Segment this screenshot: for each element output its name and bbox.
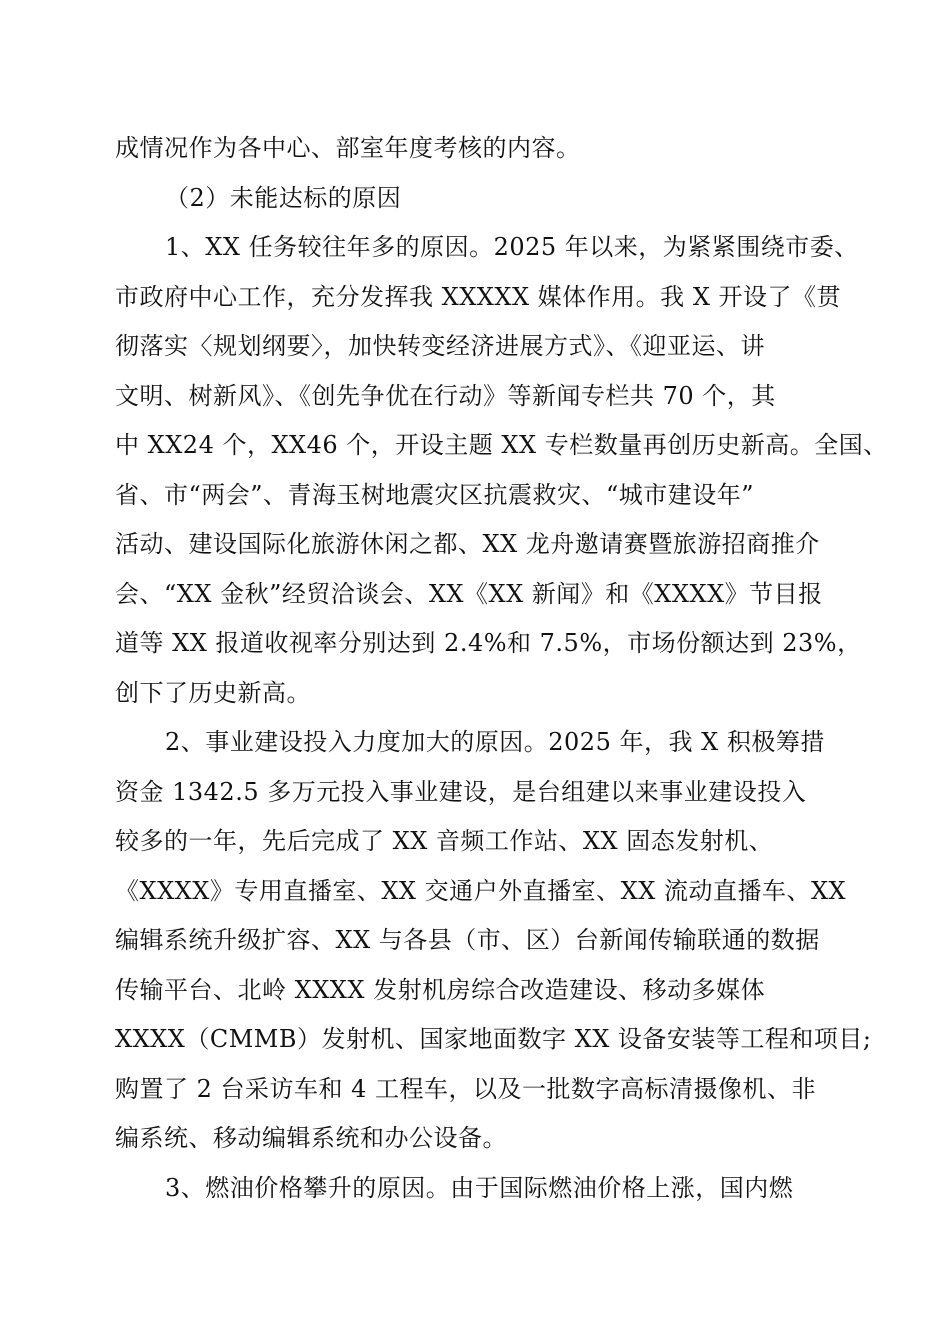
text-line: 2、事业建设投入力度加大的原因。2025 年，我 X 积极筹措 <box>165 728 825 756</box>
text-line: 文明、树新风》、《创先争优在行动》等新闻专栏共 70 个，其 <box>115 381 776 410</box>
text-line: 市政府中心工作，充分发挥我 XXXXX 媒体作用。我 X 开设了《贯 <box>115 282 842 311</box>
text-line: XXXX（CMMB）发射机、国家地面数字 XX 设备安装等工程和项目; <box>115 1025 872 1053</box>
text-line: 省、市“两会”、青海玉树地震灾区抗震救灾、“城市建设年” <box>115 480 755 509</box>
text-line: 编系统、移动编辑系统和办公设备。 <box>115 1124 507 1152</box>
text-line: 会、“XX 金秋”经贸洽谈会、XX《XX 新闻》和《XXXX》节目报 <box>115 579 823 608</box>
text-line: 活动、建设国际化旅游休闲之都、XX 龙舟邀请赛暨旅游招商推介 <box>115 530 820 558</box>
text-line: 3、燃油价格攀升的原因。由于国际燃油价格上涨，国内燃 <box>165 1173 794 1202</box>
text-line: 成情况作为各中心、部室年度考核的内容。 <box>115 134 581 162</box>
text-line: 道等 XX 报道收视率分别达到 2.4%和 7.5%，市场份额达到 23%， <box>115 629 862 657</box>
text-line: 购置了 2 台采访车和 4 工程车，以及一批数字高标清摄像机、非 <box>115 1074 817 1103</box>
text-line: 编辑系统升级扩容、XX 与各县（市、区）台新闻传输联通的数据 <box>115 926 820 954</box>
text-line: 传输平台、北岭 XXXX 发射机房综合改造建设、移动多媒体 <box>115 975 766 1004</box>
document-body <box>115 124 888 1213</box>
text-line: 彻落实〈规划纲要〉，加快转变经济进展方式》、《迎亚运、讲 <box>115 332 765 360</box>
text-line: 创下了历史新高。 <box>115 678 311 707</box>
text-line: 较多的一年，先后完成了 XX 音频工作站、XX 固态发射机、 <box>115 827 774 855</box>
section-heading: （2）未能达标的原因 <box>165 183 402 212</box>
text-line: 资金 1342.5 多万元投入事业建设，是台组建以来事业建设投入 <box>115 777 807 806</box>
text-line: 1、XX 任务较往年多的原因。2025 年以来，为紧紧围绕市委、 <box>165 233 859 261</box>
text-line: 中 XX24 个，XX46 个，开设主题 XX 专栏数量再创历史新高。全国、 <box>115 431 888 459</box>
text-line: 《XXXX》专用直播室、XX 交通户外直播室、XX 流动直播车、XX <box>115 876 847 905</box>
